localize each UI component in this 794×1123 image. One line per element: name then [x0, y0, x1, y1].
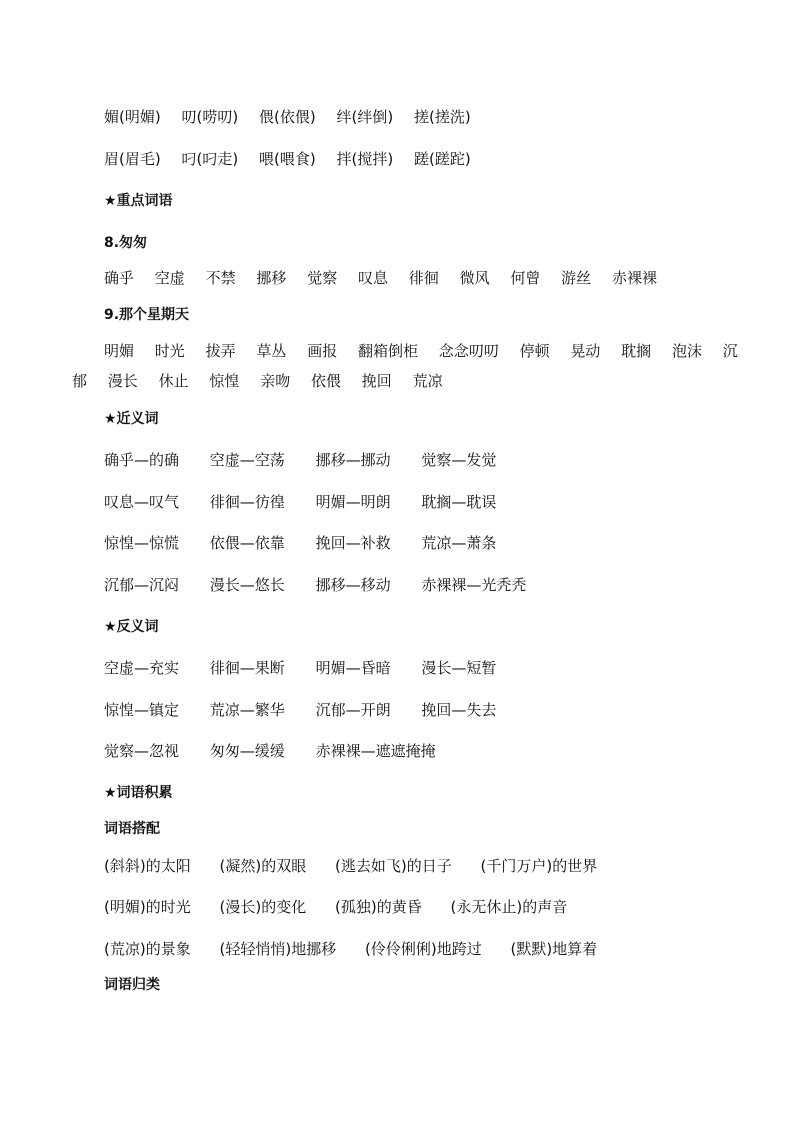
word-item: 荒凉 [412, 372, 443, 390]
antonym-row [104, 740, 734, 762]
char-item: 媚(明媚) [104, 108, 161, 126]
synonym-pair: 依偎—依靠 [209, 534, 285, 552]
word-item: 依偎 [310, 372, 341, 390]
char-item: 偎(依偎) [259, 108, 316, 126]
antonym-pair: 徘徊—果断 [209, 659, 285, 677]
synonym-pair: 漫长—悠长 [209, 576, 285, 594]
classification-title: 词语归类 [104, 977, 160, 993]
synonym-pair: 惊惶—惊慌 [104, 534, 180, 552]
section-heading-key-words: ★重点词语 [104, 193, 173, 209]
word-item: 念念叨叨 [438, 342, 499, 360]
word-item: 叹息 [357, 269, 388, 287]
collocation-item: (漫长)的变化 [219, 898, 307, 916]
word-item: 徘徊 [408, 269, 439, 287]
char-item: 拌(搅拌) [336, 150, 394, 168]
char-item: 绊(绊倒) [336, 108, 394, 126]
synonym-pair: 明媚—明朗 [315, 493, 391, 511]
antonym-pair: 空虚—充实 [104, 659, 180, 677]
lesson-9-title: 9.那个星期天 [104, 307, 190, 323]
word-item: 草丛 [256, 342, 287, 360]
synonym-row [104, 574, 734, 596]
char-item: 蹉(蹉跎) [414, 150, 471, 168]
section-heading-antonyms: ★反义词 [104, 619, 159, 635]
collocation-item: (永无休止)的声音 [450, 898, 568, 916]
section-heading-synonyms: ★近义词 [104, 411, 159, 427]
word-item: 挽回 [361, 372, 392, 390]
word-item: 游丝 [561, 269, 592, 287]
word-item: 郁 [72, 372, 88, 390]
synonym-pair: 挽回—补救 [315, 534, 391, 552]
antonym-pair: 惊惶—镇定 [104, 701, 180, 719]
word-item: 觉察 [307, 269, 338, 287]
antonym-row [104, 657, 734, 679]
word-item: 不禁 [205, 269, 236, 287]
word-item: 翻箱倒柜 [357, 342, 418, 360]
word-item: 惊惶 [209, 372, 240, 390]
collocation-item: (伶伶俐俐)地跨过 [365, 940, 482, 958]
word-item: 亲吻 [260, 372, 291, 390]
collocation-item: (凝然)的双眼 [219, 857, 307, 875]
antonym-pair: 明媚—昏暗 [315, 659, 391, 677]
word-item: 空虚 [154, 269, 185, 287]
word-item: 休止 [158, 372, 189, 390]
word-item: 漫长 [107, 372, 138, 390]
char-row-1 [104, 106, 734, 128]
antonym-pair: 匆匆—缓缓 [209, 742, 285, 760]
collocation-item: (荒凉)的景象 [104, 940, 191, 958]
collocation-item: (孤独)的黄昏 [335, 898, 422, 916]
char-item: 喂(喂食) [259, 150, 316, 168]
synonym-pair: 耽搁—耽误 [421, 493, 497, 511]
collocation-item: (逃去如飞)的日子 [335, 857, 452, 875]
lesson-9-words-line-2 [72, 370, 734, 392]
word-item: 画报 [307, 342, 338, 360]
synonym-pair: 挪移—挪动 [315, 451, 391, 469]
synonym-pair: 荒凉—萧条 [421, 534, 497, 552]
antonym-pair: 赤裸裸—遮遮掩掩 [315, 742, 436, 760]
synonym-pair: 沉郁—沉闷 [104, 576, 180, 594]
collocation-row [104, 896, 734, 918]
word-item: 停顿 [519, 342, 550, 360]
antonym-pair: 觉察—忽视 [104, 742, 180, 760]
antonym-pair: 荒凉—繁华 [209, 701, 285, 719]
collocation-item: (斜斜)的太阳 [104, 857, 191, 875]
synonym-row [104, 532, 734, 554]
antonym-pair: 漫长—短暂 [421, 659, 497, 677]
word-item: 耽搁 [621, 342, 652, 360]
char-row-2 [104, 148, 734, 170]
lesson-8-words [104, 267, 734, 289]
collocation-row [104, 938, 734, 960]
word-item: 何曾 [510, 269, 541, 287]
antonym-row [104, 699, 734, 721]
char-item: 眉(眉毛) [104, 150, 161, 168]
word-item: 泡沫 [671, 342, 702, 360]
word-item: 挪移 [256, 269, 287, 287]
word-item: 赤裸裸 [611, 269, 657, 287]
synonym-pair: 觉察—发觉 [421, 451, 497, 469]
word-item: 确乎 [104, 269, 135, 287]
section-heading-accumulation: ★词语积累 [104, 785, 173, 801]
antonym-pair: 挽回—失去 [421, 701, 497, 719]
collocation-item: (默默)地算着 [510, 940, 598, 958]
synonym-pair: 赤裸裸—光秃秃 [421, 576, 527, 594]
word-item: 微风 [459, 269, 490, 287]
synonym-row [104, 491, 734, 513]
word-item: 拔弄 [205, 342, 236, 360]
char-item: 叨(唠叨) [181, 108, 239, 126]
word-item: 明媚 [104, 342, 135, 360]
synonym-pair: 空虚—空荡 [209, 451, 285, 469]
collocation-title: 词语搭配 [104, 821, 160, 837]
synonym-pair: 叹息—叹气 [104, 493, 180, 511]
word-item: 时光 [154, 342, 185, 360]
char-item: 叼(叼走) [181, 150, 239, 168]
collocation-row [104, 855, 734, 877]
synonym-pair: 徘徊—彷徨 [209, 493, 285, 511]
synonym-row [104, 449, 734, 471]
synonym-pair: 挪移—移动 [315, 576, 391, 594]
word-item: 沉 [722, 342, 738, 360]
collocation-item: (轻轻悄悄)地挪移 [219, 940, 337, 958]
lesson-9-words-line-1 [104, 340, 744, 362]
collocation-item: (明媚)的时光 [104, 898, 191, 916]
lesson-8-title: 8.匆匆 [104, 235, 148, 251]
antonym-pair: 沉郁—开朗 [315, 701, 391, 719]
collocation-item: (千门万户)的世界 [480, 857, 598, 875]
char-item: 搓(搓洗) [414, 108, 471, 126]
synonym-pair: 确乎—的确 [104, 451, 180, 469]
word-item: 晃动 [570, 342, 601, 360]
